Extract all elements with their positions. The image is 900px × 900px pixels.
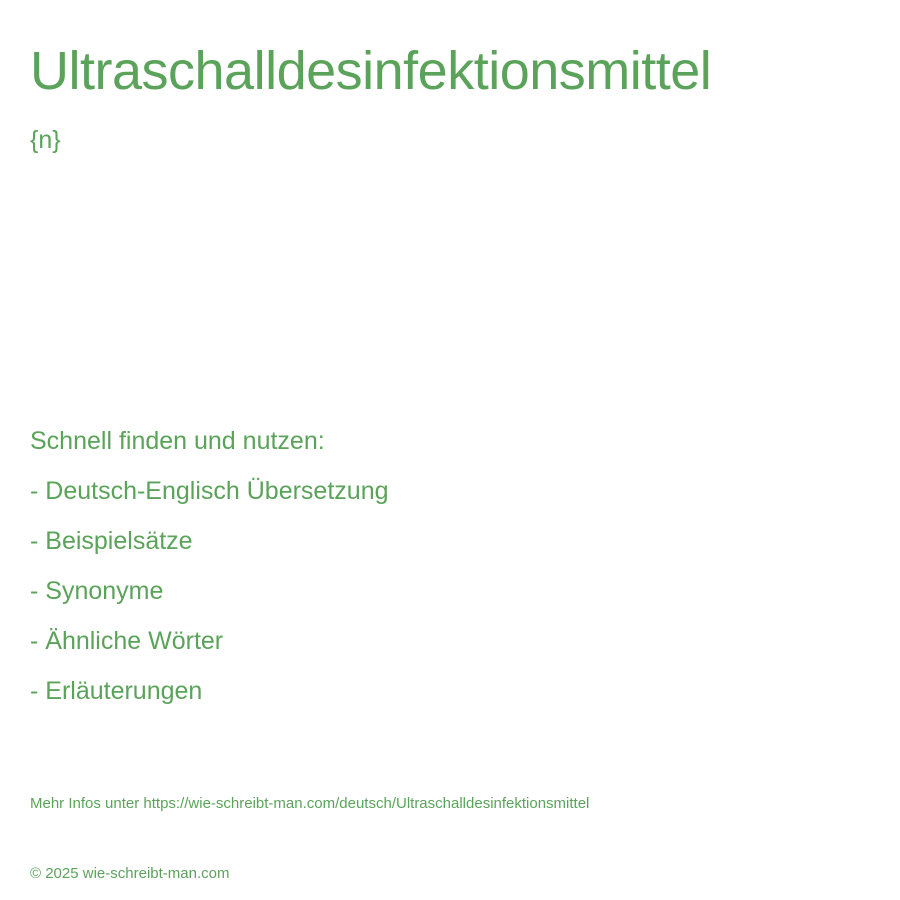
word-title: Ultraschalldesinfektionsmittel: [30, 41, 712, 101]
feature-item-example-sentences: - Beispielsätze: [30, 527, 193, 555]
feature-list: [30, 424, 389, 724]
more-info-text: Mehr Infos unter https://wie-schreibt-man.com/deutsch/Ultraschalldesinfektionsmittel: [30, 795, 590, 812]
feature-item-synonyms: - Synonyme: [30, 577, 164, 605]
copyright-text: © 2025 wie-schreibt-man.com: [30, 865, 230, 882]
feature-list-heading: Schnell finden und nutzen:: [30, 427, 325, 455]
feature-item-translation: - Deutsch-Englisch Übersetzung: [30, 477, 389, 505]
gender-label: {n}: [30, 126, 61, 154]
feature-item-explanations: - Erläuterungen: [30, 677, 203, 705]
feature-item-similar-words: - Ähnliche Wörter: [30, 627, 224, 655]
